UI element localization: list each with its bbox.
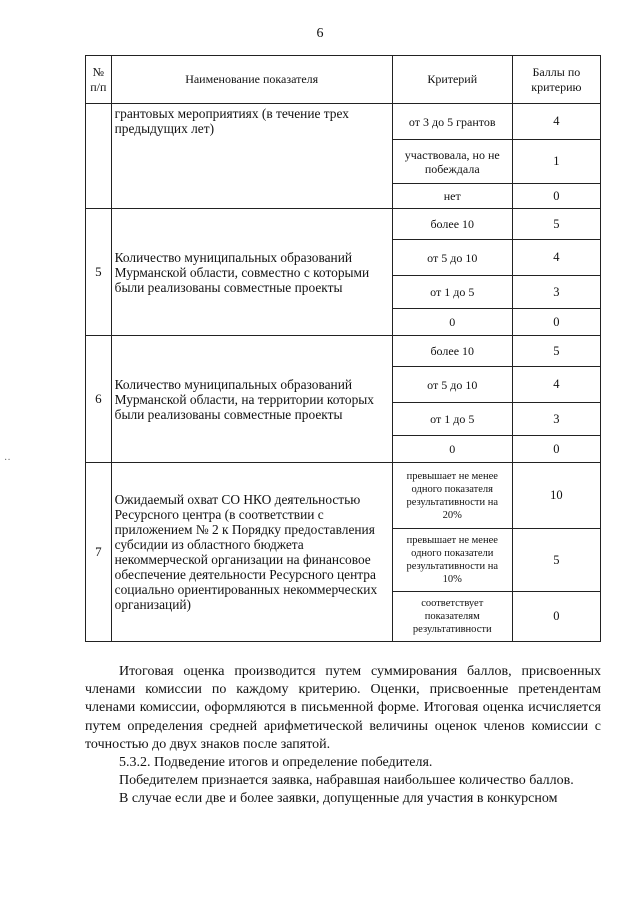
criterion-cell: нет — [392, 184, 512, 209]
header-name: Наименование показателя — [111, 56, 392, 104]
table-row — [86, 463, 601, 529]
criterion-cell: соответствует показателям результативности — [392, 592, 512, 642]
paragraph-tie: В случае если две и более заявки, допущенные для участия в конкурсном — [119, 791, 558, 807]
criterion-cell: участвовала, но не побеждала — [392, 140, 512, 184]
score-cell: 4 — [512, 104, 600, 140]
score-cell: 0 — [512, 184, 600, 209]
criterion-cell: от 5 до 10 — [392, 367, 512, 403]
score-cell: 5 — [512, 336, 600, 367]
score-cell: 3 — [512, 276, 600, 309]
scan-speck-mark: ·· — [4, 455, 11, 466]
indicator-name: Количество муниципальных образований Мурманской области, совместно с которыми были реализованы совместные проекты — [111, 209, 392, 336]
score-cell: 5 — [512, 209, 600, 240]
criterion-cell: от 3 до 5 грантов — [392, 104, 512, 140]
table-row — [86, 104, 601, 140]
group-num: 6 — [86, 336, 112, 463]
criterion-cell: от 5 до 10 — [392, 240, 512, 276]
criterion-cell: от 1 до 5 — [392, 276, 512, 309]
criterion-cell: 0 — [392, 309, 512, 336]
criteria-table — [85, 55, 601, 642]
criterion-cell: более 10 — [392, 209, 512, 240]
score-cell: 4 — [512, 367, 600, 403]
score-cell: 4 — [512, 240, 600, 276]
group-num: 5 — [86, 209, 112, 336]
table-header-row — [86, 56, 601, 104]
score-cell: 5 — [512, 529, 600, 592]
criterion-cell: более 10 — [392, 336, 512, 367]
paragraph-winner: Победителем признается заявка, набравшая наибольшее количество баллов. — [119, 773, 574, 789]
criterion-cell: превышает не менее одного показатели результативности на 10% — [392, 529, 512, 592]
header-score: Баллы по критерию — [512, 56, 600, 104]
score-cell: 10 — [512, 463, 600, 529]
criterion-cell: превышает не менее одного показателя результативности на 20% — [392, 463, 512, 529]
header-criterion: Критерий — [392, 56, 512, 104]
header-num: № п/п — [86, 56, 112, 104]
table-row — [86, 209, 601, 240]
group-num — [86, 104, 112, 209]
score-cell: 0 — [512, 436, 600, 463]
group-num: 7 — [86, 463, 112, 642]
score-cell: 3 — [512, 403, 600, 436]
criterion-cell: от 1 до 5 — [392, 403, 512, 436]
score-cell: 0 — [512, 592, 600, 642]
criterion-cell: 0 — [392, 436, 512, 463]
indicator-name: Ожидаемый охват СО НКО деятельностью Ресурсного центра (в соответствии с приложением № 2 к Порядку предоставления субсидии из областного бюджета некоммерческой организации на финансовое обеспечение деятельности Ресурсного центра социально ориентированных некоммерческих организаций) — [111, 463, 392, 642]
paragraph-section-heading: 5.3.2. Подведение итогов и определение победителя. — [119, 755, 433, 771]
page-number: 6 — [316, 26, 324, 41]
score-cell: 0 — [512, 309, 600, 336]
indicator-name: грантовых мероприятиях (в течение трех предыдущих лет) — [111, 104, 392, 209]
paragraph-final-score: Итоговая оценка производится путем суммирования баллов, присвоенных членами комиссии по каждому критерию. Оценки, присвоенные претендентам членами комиссии, оформляются в письменной форме. Итоговая оценка исчисляется путем определения средней арифметической величины оценок членов комиссии с точностью до двух знаков после запятой. — [85, 664, 601, 752]
table-row — [86, 336, 601, 367]
indicator-name: Количество муниципальных образований Мурманской области, на территории которых были реализованы совместные проекты — [111, 336, 392, 463]
score-cell: 1 — [512, 140, 600, 184]
body-text — [85, 663, 601, 809]
